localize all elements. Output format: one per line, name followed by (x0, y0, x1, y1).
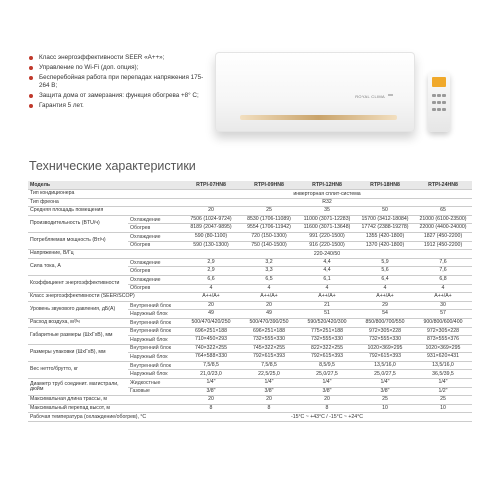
row-sublabel: Жидкостные (128, 379, 182, 388)
table-row (28, 396, 472, 405)
row-sublabel: Охлаждение (128, 232, 182, 241)
table-row (28, 215, 472, 224)
table-cell: 590/520/420/300 (298, 318, 356, 327)
table-cell: 20 (182, 396, 240, 405)
table-cell: 850/800/700/550 (356, 318, 414, 327)
table-cell: 1827 (450-2200) (414, 232, 472, 241)
table-cell: инверторная сплит-система (182, 190, 472, 199)
row-label: Средняя площадь помещения (28, 207, 182, 216)
table-cell: 6,6 (182, 275, 240, 284)
feature-text: Управление по Wi-Fi (доп. опция); (39, 64, 139, 71)
table-cell: 54 (356, 310, 414, 319)
table-cell: 822×322×255 (298, 344, 356, 353)
table-cell: 764×588×330 (182, 353, 240, 362)
remote-button (437, 108, 441, 111)
table-row (28, 318, 472, 327)
table-cell: 7,5/8,5 (240, 361, 298, 370)
table-cell: 20 (298, 396, 356, 405)
table-cell: 972×305×228 (414, 327, 472, 336)
table-row (28, 190, 472, 199)
row-sublabel: Внутренний блок (128, 361, 182, 370)
table-cell: 11600 (3071-13648) (298, 224, 356, 233)
table-cell: 6,4 (356, 275, 414, 284)
table-cell: 21000 (6100-23500) (414, 215, 472, 224)
table-cell: 590 (130-1300) (182, 241, 240, 250)
feature-item (28, 54, 208, 62)
table-cell: 3/8" (298, 387, 356, 396)
table-cell: 1/4" (182, 379, 240, 388)
table-cell: 17742 (2388-19278) (356, 224, 414, 233)
table-cell: 25 (414, 396, 472, 405)
table-cell: 7,5/8,5 (182, 361, 240, 370)
table-cell: 20 (240, 396, 298, 405)
table-cell: 8 (298, 404, 356, 413)
row-sublabel: Наружный блок (128, 336, 182, 345)
row-sublabel: Внутренний блок (128, 344, 182, 353)
table-cell: 13,5/16,0 (356, 361, 414, 370)
table-cell: 775×251×188 (298, 327, 356, 336)
table-cell: 20 (182, 207, 240, 216)
table-cell: 20 (182, 301, 240, 310)
header-cell: RTPI-12HN8 (298, 181, 356, 190)
table-cell: 792×615×393 (356, 353, 414, 362)
table-cell: 30 (414, 301, 472, 310)
table-row (28, 258, 472, 267)
table-cell: 732×555×330 (356, 336, 414, 345)
table-cell: 3,2 (240, 258, 298, 267)
row-label: Размеры упаковки (ШхГхВ), мм (28, 344, 128, 361)
header-cell: RTPI-18HN8 (356, 181, 414, 190)
table-row (28, 301, 472, 310)
table-cell: 25 (356, 396, 414, 405)
table-cell: 740×322×255 (182, 344, 240, 353)
table-cell: 1/4" (356, 379, 414, 388)
table-cell: 916 (220-1500) (298, 241, 356, 250)
table-cell: 1912 (450-2200) (414, 241, 472, 250)
row-label: Максимальная длина трассы, м (28, 396, 182, 405)
table-cell: 49 (182, 310, 240, 319)
table-cell: 696×251×188 (182, 327, 240, 336)
row-sublabel: Обогрев (128, 284, 182, 293)
spec-table (28, 181, 472, 422)
table-row (28, 379, 472, 388)
table-cell: 57 (414, 310, 472, 319)
row-label: Габаритные размеры (ШхГхВ), мм (28, 327, 128, 344)
remote-button (432, 101, 436, 104)
table-cell: 65 (414, 207, 472, 216)
table-cell: 21,0/23,0 (182, 370, 240, 379)
table-cell: 49 (240, 310, 298, 319)
table-cell: 29 (356, 301, 414, 310)
remote-button (442, 101, 446, 104)
feature-list (28, 54, 208, 112)
table-cell: 972×305×228 (356, 327, 414, 336)
table-cell: 9554 (1706-11942) (240, 224, 298, 233)
table-cell: A++/A+ (414, 293, 472, 302)
table-cell: 1/4" (298, 379, 356, 388)
row-sublabel: Охлаждение (128, 275, 182, 284)
row-label: Тип кондиционера (28, 190, 182, 199)
row-label: Уровень звукового давления, дБ(А) (28, 301, 128, 318)
table-row (28, 250, 472, 259)
feature-text: Защита дома от замерзания: функция обогрева +8° С; (39, 92, 199, 99)
feature-item (28, 92, 208, 100)
remote-button (442, 94, 446, 97)
bullet-icon (29, 76, 33, 80)
feature-item (28, 74, 208, 90)
table-cell: 35 (298, 207, 356, 216)
remote-control-image (428, 72, 450, 132)
table-row (28, 207, 472, 216)
row-sublabel: Охлаждение (128, 215, 182, 224)
row-label: Напряжение, В/Гц (28, 250, 182, 259)
table-cell: 720 (150-1300) (240, 232, 298, 241)
bullet-icon (29, 94, 33, 98)
row-sublabel: Внутренний блок (128, 301, 182, 310)
table-cell: 1370 (420-1800) (356, 241, 414, 250)
table-cell: 1020×369×295 (356, 344, 414, 353)
table-cell: 36,5/39,5 (414, 370, 472, 379)
table-cell: 22000 (4400-24000) (414, 224, 472, 233)
row-sublabel: Охлаждение (128, 258, 182, 267)
row-label: Потребляемая мощность (Вт/ч) (28, 232, 128, 249)
table-cell: 710×450×293 (182, 336, 240, 345)
header-cell: RTPI-24HN8 (414, 181, 472, 190)
table-cell: A++/A+ (298, 293, 356, 302)
row-sublabel: Наружный блок (128, 370, 182, 379)
table-cell: 3/8" (356, 387, 414, 396)
table-cell: 1/4" (240, 379, 298, 388)
table-cell: 8 (182, 404, 240, 413)
table-row (28, 293, 472, 302)
feature-text: Бесперебойная работа при перепадах напряжения 175-264 В; (39, 74, 204, 89)
table-cell: 21 (298, 301, 356, 310)
table-cell: 745×322×255 (240, 344, 298, 353)
table-cell: 50 (356, 207, 414, 216)
table-cell: 750 (140-1500) (240, 241, 298, 250)
row-label: Класс энергоэффективности (SEER/SCOP) (28, 293, 182, 302)
table-cell: 25,0/27,5 (298, 370, 356, 379)
table-cell: 5,9 (356, 258, 414, 267)
table-cell: 10 (414, 404, 472, 413)
table-cell: 5,6 (356, 267, 414, 276)
table-cell: 51 (298, 310, 356, 319)
table-cell: 792×615×393 (298, 353, 356, 362)
table-cell: 500/470/420/250 (182, 318, 240, 327)
table-cell: 20 (240, 301, 298, 310)
row-sublabel: Внутренний блок (128, 318, 182, 327)
table-cell: A++/A+ (182, 293, 240, 302)
table-cell: 991 (220-1500) (298, 232, 356, 241)
table-cell: 1020×369×295 (414, 344, 472, 353)
table-cell: 1/4" (414, 379, 472, 388)
table-cell: 4 (414, 284, 472, 293)
table-row (28, 413, 472, 422)
row-label: Сила тока, А (28, 258, 128, 275)
table-cell: 3/8" (240, 387, 298, 396)
row-sublabel: Наружный блок (128, 310, 182, 319)
table-cell: 6,5 (240, 275, 298, 284)
header-cell: RTPI-07HN8 (182, 181, 240, 190)
remote-button (442, 108, 446, 111)
table-row (28, 198, 472, 207)
table-cell: 3,3 (240, 267, 298, 276)
feature-item (28, 102, 208, 110)
feature-item (28, 64, 208, 72)
table-cell: 696×251×188 (240, 327, 298, 336)
table-row (28, 327, 472, 336)
table-cell: 25,0/27,5 (356, 370, 414, 379)
air-conditioner-image (215, 52, 415, 132)
table-cell: 4,4 (298, 267, 356, 276)
table-cell: 220-240/50 (182, 250, 472, 259)
table-cell: A++/A+ (356, 293, 414, 302)
row-label: Рабочая температура (охлаждение/обогрев), °C (28, 413, 182, 422)
indicator-icon (388, 94, 393, 96)
table-cell: 4,4 (298, 258, 356, 267)
row-label: Производительность (BTU/ч) (28, 215, 128, 232)
table-cell: 873×555×376 (414, 336, 472, 345)
table-cell: 500/470/390/250 (240, 318, 298, 327)
table-cell: 10 (356, 404, 414, 413)
table-cell: 1/2" (414, 387, 472, 396)
header-cell: Модель (28, 181, 182, 190)
remote-button (437, 101, 441, 104)
feature-text: Гарантия 5 лет. (39, 102, 84, 109)
table-cell: 900/800/600/400 (414, 318, 472, 327)
table-cell: 1355 (420-1800) (356, 232, 414, 241)
table-cell: 6,1 (298, 275, 356, 284)
table-cell: 8,5/9,5 (298, 361, 356, 370)
row-sublabel: Газовые (128, 387, 182, 396)
table-row (28, 232, 472, 241)
table-cell: 2,9 (182, 267, 240, 276)
table-cell: 2,9 (182, 258, 240, 267)
table-cell: 22,5/25,0 (240, 370, 298, 379)
table-cell: 15700 (3412-18084) (356, 215, 414, 224)
table-cell: 6,8 (414, 275, 472, 284)
table-cell: 13,5/16,0 (414, 361, 472, 370)
bullet-icon (29, 104, 33, 108)
table-header-row (28, 181, 472, 190)
table-row (28, 361, 472, 370)
table-cell: 4 (182, 284, 240, 293)
table-cell: 25 (240, 207, 298, 216)
table-cell: 732×555×330 (240, 336, 298, 345)
table-cell: 792×615×393 (240, 353, 298, 362)
row-sublabel: Обогрев (128, 241, 182, 250)
table-cell: 8 (240, 404, 298, 413)
table-cell: 7,6 (414, 267, 472, 276)
vent-panel (240, 115, 397, 120)
remote-button (437, 94, 441, 97)
table-row (28, 404, 472, 413)
table-cell: R32 (182, 198, 472, 207)
row-label: Расход воздуха, м³/ч (28, 318, 128, 327)
brand-logo: ROYAL CLIMA (355, 94, 385, 99)
table-cell: 8189 (2047-9895) (182, 224, 240, 233)
bullet-icon (29, 56, 33, 60)
row-label: Диаметр труб соединит. магистрали, дюйм (28, 379, 128, 396)
row-label: Тип фреона (28, 198, 182, 207)
table-cell: 8530 (1706-11089) (240, 215, 298, 224)
table-cell: A++/A+ (240, 293, 298, 302)
table-cell: 4 (298, 284, 356, 293)
table-cell: 4 (356, 284, 414, 293)
row-sublabel: Обогрев (128, 224, 182, 233)
table-cell: 11000 (3071-12283) (298, 215, 356, 224)
row-sublabel: Наружный блок (128, 353, 182, 362)
remote-button (432, 94, 436, 97)
section-title: Технические характеристики (29, 159, 196, 173)
table-cell: -15°C ~ +43°C / -15°C ~ +24°C (182, 413, 472, 422)
row-sublabel: Внутренний блок (128, 327, 182, 336)
table-row (28, 344, 472, 353)
table-cell: 7,6 (414, 258, 472, 267)
row-label: Вес нетто/брутто, кг (28, 361, 128, 378)
table-cell: 590 (80-1100) (182, 232, 240, 241)
table-cell: 3/8" (182, 387, 240, 396)
remote-screen (432, 77, 446, 87)
row-sublabel: Обогрев (128, 267, 182, 276)
row-label: Максимальный перепад высот, м (28, 404, 182, 413)
table-cell: 931×620×431 (414, 353, 472, 362)
table-cell: 7506 (1024-9724) (182, 215, 240, 224)
bullet-icon (29, 66, 33, 70)
table-row (28, 275, 472, 284)
table-cell: 4 (240, 284, 298, 293)
feature-text: Класс энергоэффективности SEER «A++»; (39, 54, 165, 61)
table-cell: 732×555×330 (298, 336, 356, 345)
remote-button (432, 108, 436, 111)
header-cell: RTPI-09HN8 (240, 181, 298, 190)
row-label: Коэффициент энергоэффективности (28, 275, 128, 292)
